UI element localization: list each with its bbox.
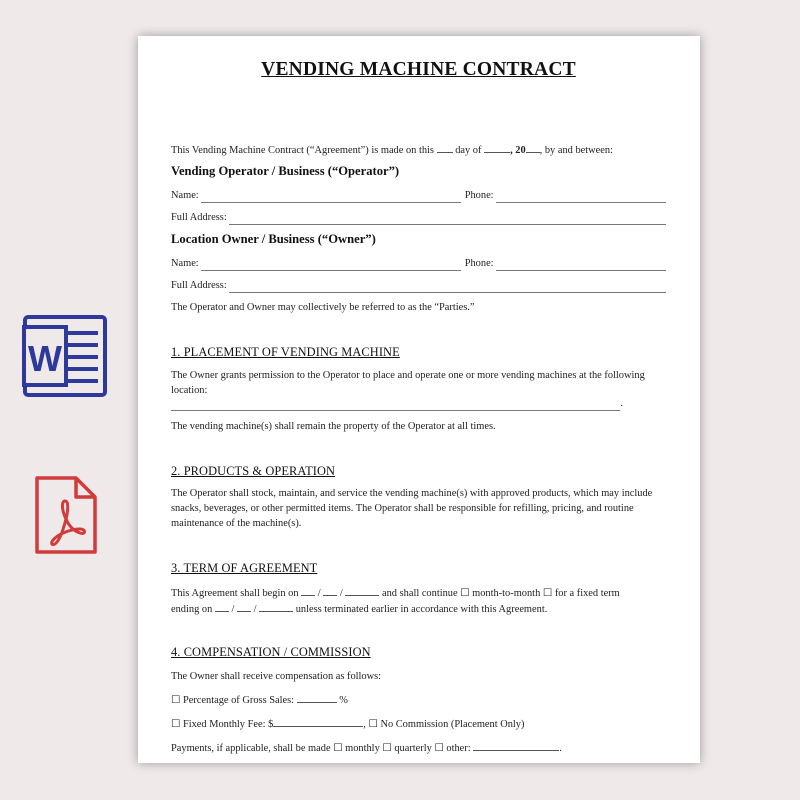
percentage-checkbox[interactable]: ☐	[171, 695, 181, 706]
start-day-blank[interactable]	[323, 585, 337, 596]
word-file-icon[interactable]	[22, 313, 108, 399]
percentage-field[interactable]	[297, 692, 337, 703]
fixed-fee-field[interactable]	[273, 716, 363, 727]
operator-address-field[interactable]	[229, 213, 666, 225]
end-day-blank[interactable]	[237, 601, 251, 612]
location-field[interactable]	[171, 399, 620, 411]
year-blank[interactable]	[526, 142, 540, 153]
intro-line: This Vending Machine Contract (“Agreement”) is made on this day of , 20 , by and between:	[171, 142, 613, 158]
contract-title: VENDING MACHINE CONTRACT	[261, 59, 576, 80]
compensation-intro: The Owner shall receive compensation as follows:	[171, 671, 382, 682]
section-3-title: 3. TERM OF AGREEMENT	[171, 561, 318, 575]
section-1-paragraph: The Owner grants permission to the Operator to place and operate one or more vending machines at the following location:	[171, 370, 645, 396]
parties-note: The Operator and Owner may collectively be referred to as the “Parties.”	[171, 302, 475, 313]
fixed-fee-checkbox[interactable]: ☐	[171, 719, 181, 730]
no-commission-checkbox[interactable]: ☐	[368, 719, 378, 730]
owner-name-phone-row: Name: Phone:	[171, 256, 666, 271]
owner-phone-field[interactable]	[496, 259, 666, 271]
start-year-blank[interactable]	[345, 585, 379, 596]
section-2-title: 2. PRODUCTS & OPERATION	[171, 464, 336, 478]
owner-name-field[interactable]	[201, 259, 461, 271]
quarterly-checkbox[interactable]: ☐	[382, 743, 392, 754]
contract-page	[138, 36, 700, 763]
operator-phone-field[interactable]	[496, 191, 666, 203]
section-2-paragraph: The Operator shall stock, maintain, and service the vending machine(s) with approved products, which may include snacks, beverages, or other permitted items. The Operator shall be responsible for refilling, pricing, and routine maintenance of the machine(s).	[171, 488, 653, 529]
owner-heading: Location Owner / Business (“Owner”)	[171, 232, 376, 246]
fixed-term-checkbox[interactable]: ☐	[542, 588, 553, 599]
word-letter: W	[28, 338, 62, 379]
other-field[interactable]	[473, 740, 559, 751]
section-1-title: 1. PLACEMENT OF VENDING MACHINE	[171, 345, 400, 359]
fixed-fee-option: ☐ Fixed Monthly Fee: $ , ☐ No Commission (Placement Only)	[171, 716, 524, 732]
term-line-1: This Agreement shall begin on / / and shall continue ☐ month-to-month ☐ for a fixed term	[171, 585, 620, 601]
end-year-blank[interactable]	[259, 601, 293, 612]
day-blank[interactable]	[437, 142, 453, 153]
owner-address-row: Full Address:	[171, 278, 666, 293]
term-line-2: ending on / / unless terminated earlier in accordance with this Agreement.	[171, 601, 547, 617]
operator-heading: Vending Operator / Business (“Operator”)	[171, 164, 400, 178]
end-month-blank[interactable]	[215, 601, 229, 612]
owner-address-field[interactable]	[229, 281, 666, 293]
section-1-ownership: The vending machine(s) shall remain the property of the Operator at all times.	[171, 421, 496, 432]
operator-name-field[interactable]	[201, 191, 461, 203]
start-month-blank[interactable]	[301, 585, 315, 596]
percentage-option: ☐ Percentage of Gross Sales: %	[171, 692, 348, 708]
operator-address-row: Full Address:	[171, 210, 666, 225]
other-checkbox[interactable]: ☐	[434, 743, 444, 754]
pdf-file-icon[interactable]	[34, 475, 98, 555]
section-4-title: 4. COMPENSATION / COMMISSION	[171, 645, 371, 659]
month-to-month-checkbox[interactable]: ☐	[460, 588, 470, 599]
location-row: .	[171, 396, 623, 411]
monthly-checkbox[interactable]: ☐	[333, 743, 343, 754]
operator-name-phone-row: Name: Phone:	[171, 188, 666, 203]
month-blank[interactable]	[484, 142, 510, 153]
payment-schedule-line: Payments, if applicable, shall be made ☐ monthly ☐ quarterly ☐ other: .	[171, 740, 562, 756]
